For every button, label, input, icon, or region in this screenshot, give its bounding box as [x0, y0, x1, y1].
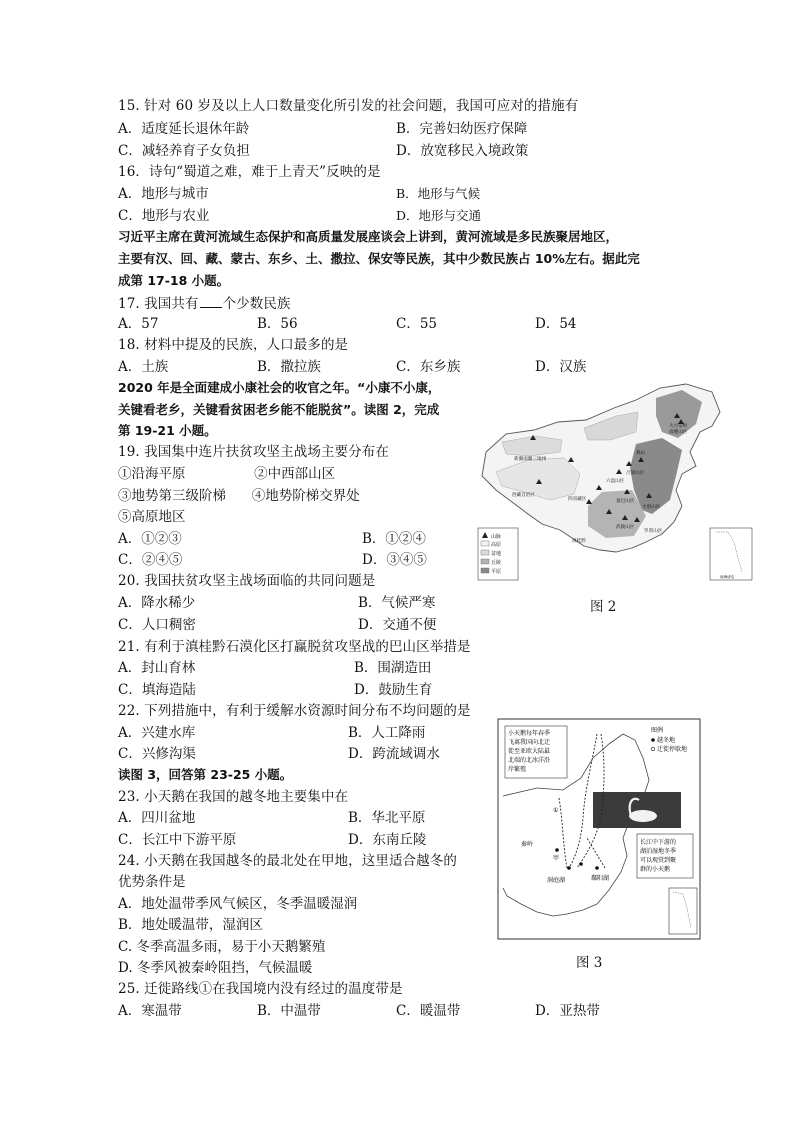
fig3-legend-stopover: 迁徙停歇地: [657, 746, 688, 753]
note-top-line3: 徙至亚欧大陆最: [508, 748, 551, 755]
q18-option-c: C．东乡族: [396, 359, 461, 375]
label-jia: 甲: [553, 855, 560, 862]
q16-option-c: C．地形与农业: [118, 208, 210, 224]
q20-option-b: B．气候严寒: [358, 595, 436, 611]
q16-option-b: B．地形与气候: [396, 186, 481, 201]
q20-option-d: D．交通不便: [358, 617, 437, 633]
note-bottom-line4: 群的小天鹅: [640, 866, 671, 873]
figure-2-caption: 图 2: [590, 599, 617, 615]
label-luoxiao: 罗霄山区: [644, 529, 663, 534]
south-china-sea-inset: [710, 528, 752, 580]
q24-option-b: B．地处暖温带，湿润区: [118, 917, 263, 933]
q20-option-c: C．人口稠密: [118, 617, 196, 633]
q23-option-d: D．东南丘陵: [348, 832, 427, 848]
label-south-china-sea: 南海诸岛: [720, 575, 735, 579]
q19-item-5: ⑤高原地区: [118, 509, 186, 525]
q18-option-b: B．撒拉族: [257, 359, 321, 375]
q23-option-a: A．四川盆地: [118, 810, 196, 826]
q17-option-d: D．54: [535, 316, 577, 332]
figure-3-caption: 图 3: [576, 955, 603, 971]
label-lvliang: 吕梁山区: [626, 471, 645, 476]
note-top-line5: 岸繁殖: [508, 766, 527, 773]
q18-option-a: A．土族: [118, 359, 169, 375]
q18-option-d: D．汉族: [535, 359, 587, 375]
note-top-line2: 飞离我国向北迁: [508, 739, 551, 746]
swan-body: [629, 810, 657, 822]
q15-option-c: C．减轻养育子女负担: [118, 143, 250, 159]
q25-option-d: D．亚热带: [535, 1003, 600, 1019]
label-nanlu: 南麓山区: [669, 430, 688, 435]
passage2-line3: 第 19-21 小题。: [118, 423, 217, 438]
fig3-legend-wintering: 越冬地: [657, 737, 676, 744]
passage2-line2: 关键看老乡，关键看贫困老乡能不能脱贫”。读图 2，完成: [118, 402, 440, 417]
q17-stem-end: 个少数民族: [222, 296, 291, 312]
q22-option-a: A．兴建水库: [118, 725, 196, 741]
q19-option-c: C．②④⑤: [118, 552, 183, 568]
q24-stem-line1: 24. 小天鹅在我国越冬的最北处在甲地，这里适合越冬的: [118, 853, 457, 869]
figure-3-swan-migration-map: [497, 718, 701, 940]
q22-option-c: C．兴修沟渠: [118, 746, 196, 762]
q22-option-d: D．跨流域调水: [348, 746, 440, 762]
q23-stem: 23. 小天鹅在我国的越冬地主要集中在: [118, 789, 349, 805]
passage1-line3: 成第 17-18 小题。: [118, 273, 230, 288]
q16-stem: 16．诗句“蜀道之难，难于上青天”反映的是: [118, 164, 381, 180]
legend-plateau: 高原: [491, 542, 502, 548]
legend-plateau-swatch: [481, 541, 489, 546]
q24-option-a: A．地处温带季风气候区，冬季温暖湿润: [118, 896, 358, 912]
q21-option-a: A．封山育林: [118, 660, 196, 676]
swan-photo: [593, 792, 681, 828]
q17-answer-blank[interactable]: [200, 296, 222, 308]
label-yanshan: 燕山: [636, 451, 646, 456]
q19-option-b: B．①②④: [362, 531, 426, 547]
label-tibet: 西藏自治区: [512, 493, 535, 498]
label-dianguiqian: 滇桂黔: [572, 539, 586, 544]
fig3-legend-title: 图例: [651, 727, 664, 734]
q17-option-c: C．55: [396, 316, 438, 332]
label-daxinganling: 大兴安岭: [669, 424, 688, 429]
q23-option-b: B．华北平原: [348, 810, 426, 826]
label-xinjiang: 新疆南疆三地州: [514, 457, 547, 462]
passage2-line1: 2020 年是全面建成小康社会的收官之年。“小康不小康，: [118, 380, 441, 395]
q24-stem-line2: 优势条件是: [118, 874, 186, 890]
legend-plain-swatch: [481, 568, 489, 573]
label-liupan: 六盘山区: [606, 479, 625, 484]
q23-option-c: C．长江中下游平原: [118, 832, 237, 848]
label-route-1: ①: [553, 807, 559, 814]
q19-stem: 19. 我国集中连片扶贫攻坚主战场主要分布在: [118, 444, 389, 460]
figure-2-poverty-map: [476, 382, 756, 582]
figure-2-legend: [478, 528, 518, 580]
q17-stem-start: 17. 我国共有: [118, 296, 199, 312]
q20-stem: 20. 我国扶贫攻坚主战场面临的共同问题是: [118, 573, 376, 589]
legend-basin: 盆地: [491, 551, 502, 557]
q20-option-a: A．降水稀少: [118, 595, 196, 611]
passage3-line1: 读图 3，回答第 23-25 小题。: [118, 767, 293, 782]
legend-plain: 平原: [491, 569, 502, 575]
q19-items-1-2: ①沿海平原 ②中西部山区: [118, 466, 336, 482]
q21-option-b: B．围湖造田: [354, 660, 432, 676]
passage1-line2: 主要有汉、回、藏、蒙古、东乡、土、撒拉、保安等民族，其中少数民族占 10%左右。据此完: [118, 251, 640, 266]
note-bottom-line1: 长江中下游的: [640, 839, 677, 846]
q15-option-b: B．完善妇幼医疗保障: [396, 121, 528, 137]
q21-stem: 21. 有利于滇桂黔石漠化区打赢脱贫攻坚战的巴山区举措是: [118, 639, 471, 655]
legend-mountain: 山脉: [491, 534, 502, 540]
q22-option-b: B．人工降雨: [348, 725, 426, 741]
q19-option-d: D．③④⑤: [362, 552, 427, 568]
label-sisheng: 四省藏区: [568, 497, 587, 502]
q22-stem: 22. 下列措施中，有利于缓解水资源时间分布不均问题的是: [118, 703, 471, 719]
legend-wintering-icon: [651, 738, 655, 742]
q19-items-3-4: ③地势第三级阶梯 ④地势阶梯交界处: [118, 488, 360, 504]
q25-stem: 25. 迁徙路线①在我国境内没有经过的温度带是: [118, 981, 403, 997]
q19-option-a: A．①②③: [118, 531, 182, 547]
q18-stem: 18. 材料中提及的民族，人口最多的是: [118, 337, 349, 353]
q15-option-a: A．适度延长退休年龄: [118, 121, 250, 137]
q17-stem: [118, 296, 291, 312]
q25-option-a: A．寒温带: [118, 1003, 182, 1019]
label-qinba: 秦巴山区: [616, 499, 635, 504]
legend-hill-swatch: [481, 559, 489, 564]
legend-basin-swatch: [481, 550, 489, 555]
note-bottom-line3: 可以观赏到聚: [640, 857, 677, 864]
q24-option-d: D. 冬季风被秦岭阻挡，气候温暖: [118, 960, 313, 976]
note-top-line1: 小天鹅每年春季: [508, 730, 551, 737]
label-poyang: 鄱阳湖: [591, 875, 610, 882]
label-dongting: 洞庭湖: [547, 877, 566, 884]
q24-option-c: C. 冬季高温多雨，易于小天鹅繁殖: [118, 939, 326, 955]
legend-hill: 丘陵: [491, 560, 502, 566]
q15-stem: 15. 针对 60 岁及以上人口数量变化所引发的社会问题，我国可应对的措施有: [118, 98, 579, 114]
q16-option-a: A．地形与城市: [118, 186, 209, 202]
q17-option-b: B．56: [257, 316, 298, 332]
q17-option-a: A．57: [118, 316, 159, 332]
q15-option-d: D．放宽移民入境政策: [396, 143, 529, 159]
label-qinling: 秦岭: [521, 841, 534, 848]
passage1-line1: 习近平主席在黄河流域生态保护和高质量发展座谈会上讲到，黄河流域是多民族聚居地区，: [118, 229, 619, 244]
q25-option-c: C．暖温带: [396, 1003, 461, 1019]
q21-option-d: D．鼓励生育: [354, 682, 433, 698]
label-wuling: 武陵山区: [616, 525, 635, 530]
note-top-line4: 北端的北冰洋沿: [508, 757, 551, 764]
note-bottom-line2: 湖泊湿地冬季: [640, 848, 677, 855]
label-dabie: 大别山区: [642, 505, 661, 510]
q16-option-d: D．地形与交通: [396, 208, 482, 223]
q25-option-b: B．中温带: [257, 1003, 321, 1019]
q21-option-c: C．填海造陆: [118, 682, 196, 698]
